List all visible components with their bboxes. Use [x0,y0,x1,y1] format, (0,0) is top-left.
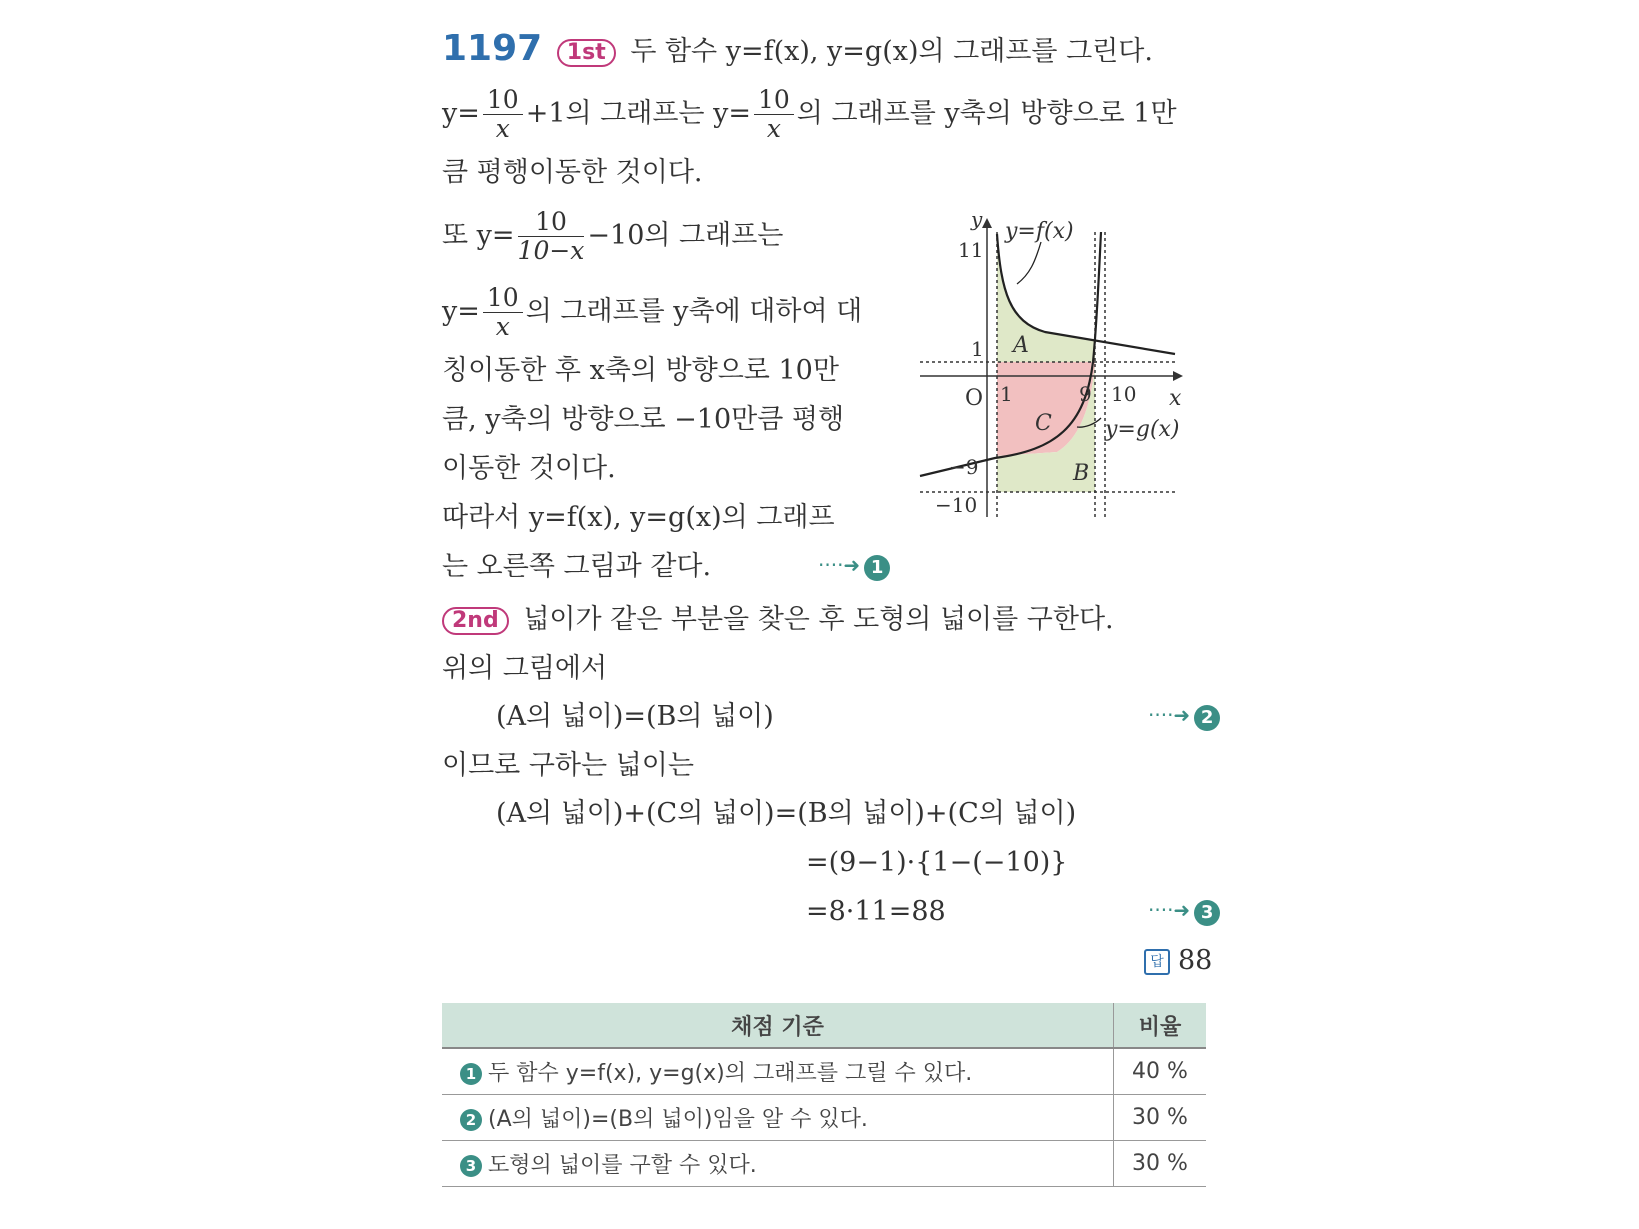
para1-frac2 [754,86,794,143]
eq-calc1: =(9−1)·{1−(−10)} [806,847,1068,878]
para2-line2-frac-den: x [495,312,510,341]
grading-criterion [442,1095,1114,1141]
step2-text: 넓이가 같은 부분을 찾은 후 도형의 넓이를 구한다. [523,604,1114,635]
para1-plus1: +1의 그래프는 y= [525,98,751,129]
tick-ym9: −9 [949,455,979,479]
grading-criterion-text: (A의 넓이)=(B의 넓이)임을 알 수 있다. [488,1107,868,1132]
grading-header-criteria: 채점 기준 [442,1003,1114,1048]
para1-line2: 큼 평행이동한 것이다. [442,157,703,188]
marker-3 [1148,898,1220,926]
eq-sum: (A의 넓이)+(C의 넓이)=(B의 넓이)+(C의 넓이) [496,798,1077,829]
para1-frac1 [483,86,523,143]
grading-ratio: 40 % [1114,1048,1207,1095]
grading-criterion-text: 도형의 넓이를 구할 수 있다. [488,1153,757,1178]
answer [1144,944,1212,978]
answer-icon: 답 [1144,949,1170,975]
para2-line2-end: 의 그래프를 y축에 대하여 대 [525,296,863,327]
grading-criterion [442,1141,1114,1187]
grading-table [442,1003,1206,1187]
marker-1-arrow: ····➜ [818,553,861,577]
grading-row [442,1095,1206,1141]
para1-rest: 의 그래프를 y축의 방향으로 1만 [796,98,1177,129]
grading-row-number: 2 [460,1109,482,1131]
para2-end: −10의 그래프는 [587,220,784,251]
para2-line2-start: y= [442,296,480,327]
para1-frac1-num: 10 [483,86,523,115]
x-axis-arrow [1173,371,1183,381]
y-axis-label: y [971,212,983,231]
step2-badge: 2nd [442,607,509,635]
marker-1 [818,553,890,581]
para1-y-eq: y= [442,98,480,129]
grading-header-ratio: 비율 [1114,1003,1207,1048]
para2-line2 [442,284,862,341]
tick-x10: 10 [1111,382,1137,406]
region-b-label: B [1073,461,1090,486]
para2-frac [518,208,585,265]
marker-2-badge: 2 [1194,705,1220,731]
para2-line6: 따라서 y=f(x), y=g(x)의 그래프 [442,502,835,533]
grading-row [442,1048,1206,1095]
marker-2 [1148,703,1220,731]
grading-criterion [442,1048,1114,1095]
leader-f [1017,242,1041,284]
line-therefore: 이므로 구하는 넓이는 [442,750,694,781]
grading-ratio: 30 % [1114,1095,1207,1141]
f-label: y=f(x) [1005,219,1074,244]
graph [905,212,1195,522]
grading-criterion-text: 두 함수 y=f(x), y=g(x)의 그래프를 그릴 수 있다. [488,1061,973,1086]
para2-line2-frac [483,284,523,341]
para1-frac2-den: x [766,114,781,143]
para2-line7: 는 오른쪽 그림과 같다. [442,551,712,582]
eq-area: (A의 넓이)=(B의 넓이) [496,701,774,732]
tick-y11: 11 [958,238,984,262]
tick-ym10: −10 [935,493,978,517]
para2-frac-den: 10−x [517,236,585,265]
para2-line1 [442,208,783,265]
grading-header-row [442,1003,1206,1048]
tick-x1: 1 [1000,382,1013,406]
para2-start: 또 y= [442,220,515,251]
region-c-label: C [1035,411,1052,436]
para2-line5: 이동한 것이다. [442,453,616,484]
step2-header [442,603,1114,637]
marker-1-badge: 1 [864,555,890,581]
para2-line4: 큼, y축의 방향으로 −10만큼 평행 [442,404,845,435]
para2-line3: 칭이동한 후 x축의 방향으로 10만 [442,355,839,386]
para1-line1 [442,86,1177,143]
grading-ratio: 30 % [1114,1141,1207,1187]
tick-y1: 1 [971,337,984,361]
origin-label: O [965,386,984,411]
problem-number: 1197 [442,28,543,69]
x-axis-label: x [1169,386,1182,411]
eq-calc2: =8·11=88 [806,896,946,927]
marker-3-arrow: ····➜ [1148,898,1191,922]
para1-frac1-den: x [495,114,510,143]
problem-header [442,28,1153,69]
para2-frac-num: 10 [518,208,585,237]
para2-line2-frac-num: 10 [483,284,523,313]
y-axis-arrow [982,218,992,228]
marker-3-badge: 3 [1194,900,1220,926]
step1-badge: 1st [557,39,616,67]
region-a-label: A [1013,333,1029,358]
step1-text: 두 함수 y=f(x), y=g(x)의 그래프를 그린다. [630,36,1153,67]
grading-row-number: 1 [460,1063,482,1085]
grading-row [442,1141,1206,1187]
answer-value: 88 [1178,945,1213,976]
marker-2-arrow: ····➜ [1148,703,1191,727]
g-label: y=g(x) [1105,417,1180,442]
line-fig: 위의 그림에서 [442,653,608,684]
para1-frac2-num: 10 [754,86,794,115]
grading-row-number: 3 [460,1155,482,1177]
tick-x9: 9 [1079,382,1092,406]
